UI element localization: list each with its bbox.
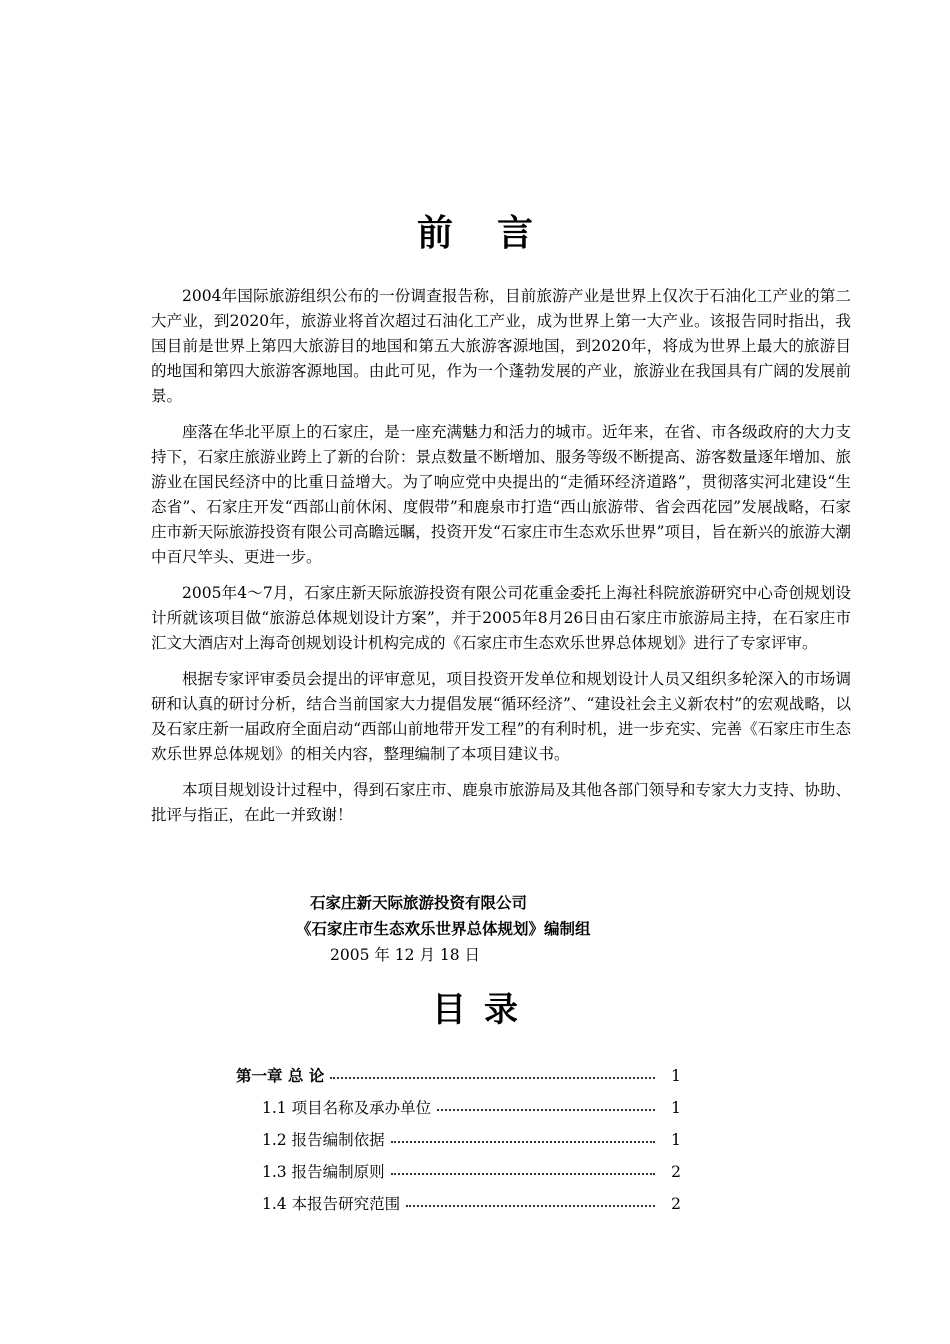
preface-paragraph: 本项目规划设计过程中，得到石家庄市、鹿泉市旅游局及其他各部门领导和专家大力支持、协助、批评与指正，在此一并致谢！ (151, 781, 851, 824)
signature-group: 《石家庄市生态欢乐世界总体规划》编制组 (296, 919, 591, 938)
toc-entry-label: 1.4 本报告研究范围 (262, 1195, 401, 1213)
toc-entry-label: 1.3 报告编制原则 (262, 1163, 385, 1181)
signature-date: 2005 年 12 月 18 日 (330, 946, 481, 964)
preface-paragraph: 根据专家评审委员会提出的评审意见，项目投资开发单位和规划设计人员又组织多轮深入的市场调研和认真的研讨分析，结合当前国家大力提倡发展“循环经济”、“建设社会主义新农村”的宏观战略，以及石家庄新一届政府全面启动“西部山前地带开发工程”的有利时机，进一步充实、完善《石家庄市生态欢乐世界总体规划》的相关内容，整理编制了本项目建议书。 (151, 670, 851, 763)
toc-dot-leader (391, 1173, 655, 1175)
preface-title: 前言 (416, 213, 577, 254)
toc-entry-label: 1.2 报告编制依据 (262, 1131, 385, 1149)
toc-dot-leader (437, 1109, 655, 1111)
toc-entry-page: 1 (671, 1067, 681, 1085)
preface-paragraph: 2005年4～7月，石家庄新天际旅游投资有限公司花重金委托上海社科院旅游研究中心奇创规划设计所就该项目做“旅游总体规划设计方案”，并于2005年8月26日由石家庄市旅游局主持，在石家庄市汇文大酒店对上海奇创规划设计机构完成的《石家庄市生态欢乐世界总体规划》进行了专家评审。 (151, 584, 851, 652)
preface-paragraph: 座落在华北平原上的石家庄，是一座充满魅力和活力的城市。近年来，在省、市各级政府的大力支持下，石家庄旅游业跨上了新的台阶：景点数量不断增加、服务等级不断提高、游客数量逐年增加、旅游业在国民经济中的比重日益增大。为了响应党中央提出的“走循环经济道路”，贯彻落实河北建设“生态省”、石家庄开发“西部山前休闲、度假带”和鹿泉市打造“西山旅游带、省会西花园”发展战略，石家庄市新天际旅游投资有限公司高瞻远瞩，投资开发“石家庄市生态欢乐世界”项目，旨在新兴的旅游大潮中百尺竿头、更进一步。 (151, 423, 851, 566)
toc-entry-chapter-1[interactable] (236, 1064, 681, 1088)
toc-entry-page: 2 (671, 1163, 681, 1181)
toc-entry-1-3[interactable] (262, 1160, 681, 1184)
toc-title: 目录 (432, 990, 536, 1030)
toc-entry-page: 1 (671, 1099, 681, 1117)
toc-dot-leader (391, 1141, 655, 1143)
toc-dot-leader (406, 1205, 655, 1207)
toc-dot-leader (330, 1077, 655, 1079)
toc-entry-1-4[interactable] (262, 1192, 681, 1216)
toc-entry-label: 1.1 项目名称及承办单位 (262, 1099, 432, 1117)
toc-entry-1-1[interactable] (262, 1096, 681, 1120)
preface-paragraph: 2004年国际旅游组织公布的一份调查报告称，目前旅游产业是世界上仅次于石油化工产业的第二大产业，到2020年，旅游业将首次超过石油化工产业，成为世界上第一大产业。该报告同时指出，我国目前是世界上第四大旅游目的地国和第五大旅游客源地国，到2020年，将成为世界上最大的旅游目的地国和第四大旅游客源地国。由此可见，作为一个蓬勃发展的产业，旅游业在我国具有广阔的发展前景。 (151, 287, 851, 405)
preface-body (151, 284, 851, 839)
toc-entry-page: 2 (671, 1195, 681, 1213)
toc-entry-label: 第一章 总 论 (236, 1066, 325, 1085)
toc-entry-1-2[interactable] (262, 1128, 681, 1152)
toc-entry-page: 1 (671, 1131, 681, 1149)
signature-company: 石家庄新天际旅游投资有限公司 (310, 893, 528, 912)
